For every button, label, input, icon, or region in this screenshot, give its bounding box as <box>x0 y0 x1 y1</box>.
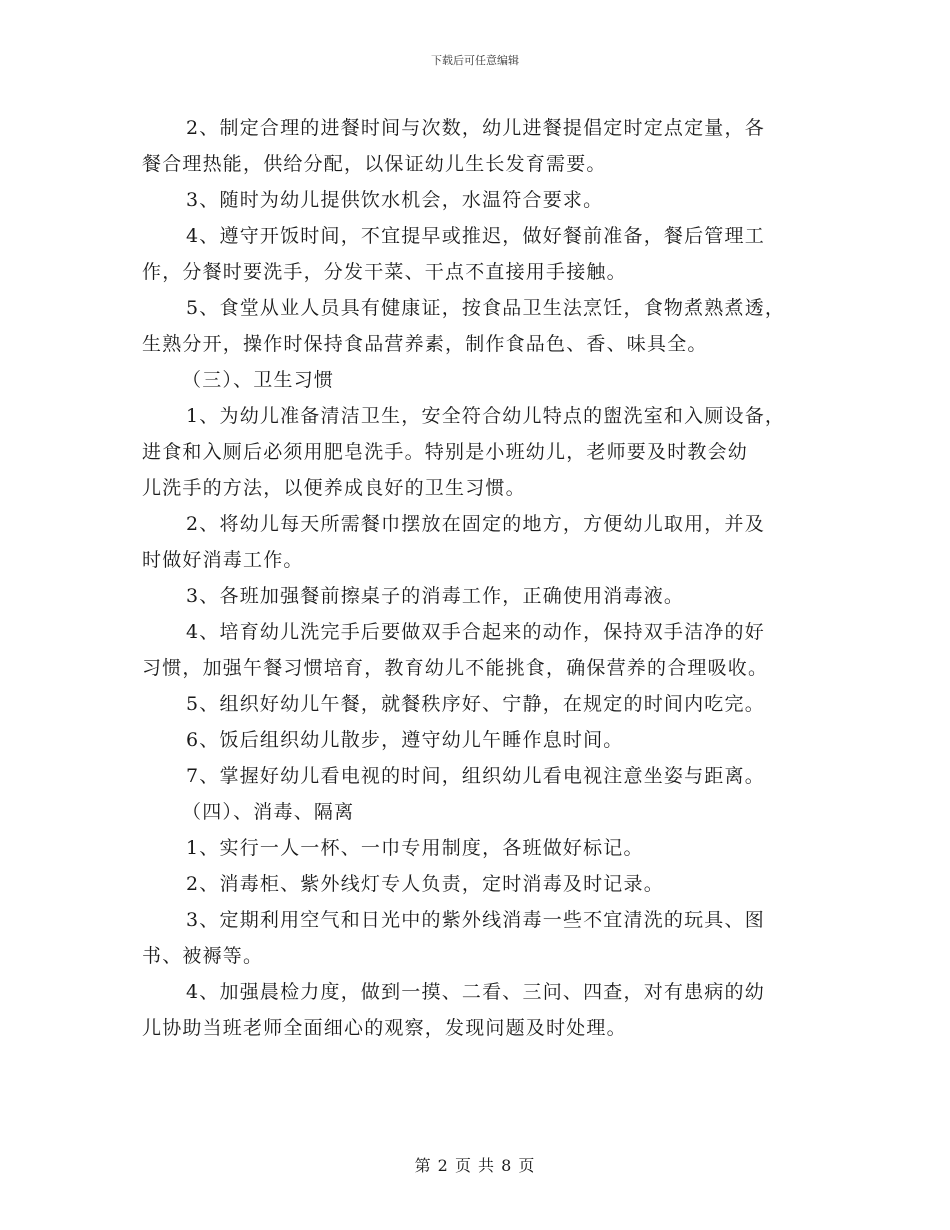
text-line: 习惯，加强午餐习惯培育，教育幼儿不能挑食，确保营养的合理吸收。 <box>142 657 769 679</box>
page-footer: 第 2 页 共 8 页 <box>414 1156 536 1175</box>
text-line: 4、培育幼儿洗完手后要做双手合起来的动作，保持双手洁净的好 <box>186 621 765 643</box>
text-line: 3、各班加强餐前擦桌子的消毒工作，正确使用消毒液。 <box>186 585 685 607</box>
text-line: 儿协助当班老师全面细心的观察，发现问题及时处理。 <box>142 1017 627 1039</box>
section-heading: （四）、消毒、隔离 <box>182 801 355 823</box>
text-line: 生熟分开，操作时保持食品营养素，制作食品色、香、味具全。 <box>142 333 708 355</box>
text-line: 6、饭后组织幼儿散步，遵守幼儿午睡作息时间。 <box>186 729 624 751</box>
page-header: 下载后可任意编辑 <box>431 54 519 67</box>
text-line: 3、随时为幼儿提供饮水机会，水温符合要求。 <box>186 189 604 211</box>
text-line: 4、遵守开饭时间，不宜提早或推迟，做好餐前准备，餐后管理工 <box>186 225 765 247</box>
text-line: 作，分餐时要洗手，分发干菜、干点不直接用手接触。 <box>142 261 627 283</box>
text-line: 4、加强晨检力度，做到一摸、二看、三问、四查，对有患病的幼 <box>186 981 765 1003</box>
text-line: 5、食堂从业人员具有健康证，按食品卫生法烹饪，食物煮熟煮透， <box>186 297 786 319</box>
text-line: 儿洗手的方法，以便养成良好的卫生习惯。 <box>142 477 526 499</box>
text-line: 1、实行一人一杯、一巾专用制度，各班做好标记。 <box>186 837 644 859</box>
text-line: 7、掌握好幼儿看电视的时间，组织幼儿看电视注意坐姿与距离。 <box>186 765 765 787</box>
text-line: 2、制定合理的进餐时间与次数，幼儿进餐提倡定时定点定量，各 <box>186 117 765 139</box>
text-line: 5、组织好幼儿午餐，就餐秩序好、宁静，在规定的时间内吃完。 <box>186 693 765 715</box>
text-line: 时做好消毒工作。 <box>142 549 304 571</box>
text-line: 进食和入厕后必须用肥皂洗手。特别是小班幼儿，老师要及时教会幼 <box>142 441 749 463</box>
section-heading: （三）、卫生习惯 <box>182 369 335 391</box>
text-line: 2、将幼儿每天所需餐巾摆放在固定的地方，方便幼儿取用，并及 <box>186 513 765 535</box>
text-line: 1、为幼儿准备清洁卫生，安全符合幼儿特点的盥洗室和入厕设备， <box>186 405 786 427</box>
text-line: 餐合理热能，供给分配，以保证幼儿生长发育需要。 <box>142 153 607 175</box>
text-line: 2、消毒柜、紫外线灯专人负责，定时消毒及时记录。 <box>186 873 664 895</box>
text-line: 书、被褥等。 <box>142 945 264 967</box>
document-body <box>142 110 822 1046</box>
text-line: 3、定期利用空气和日光中的紫外线消毒一些不宜清洗的玩具、图 <box>186 909 765 931</box>
